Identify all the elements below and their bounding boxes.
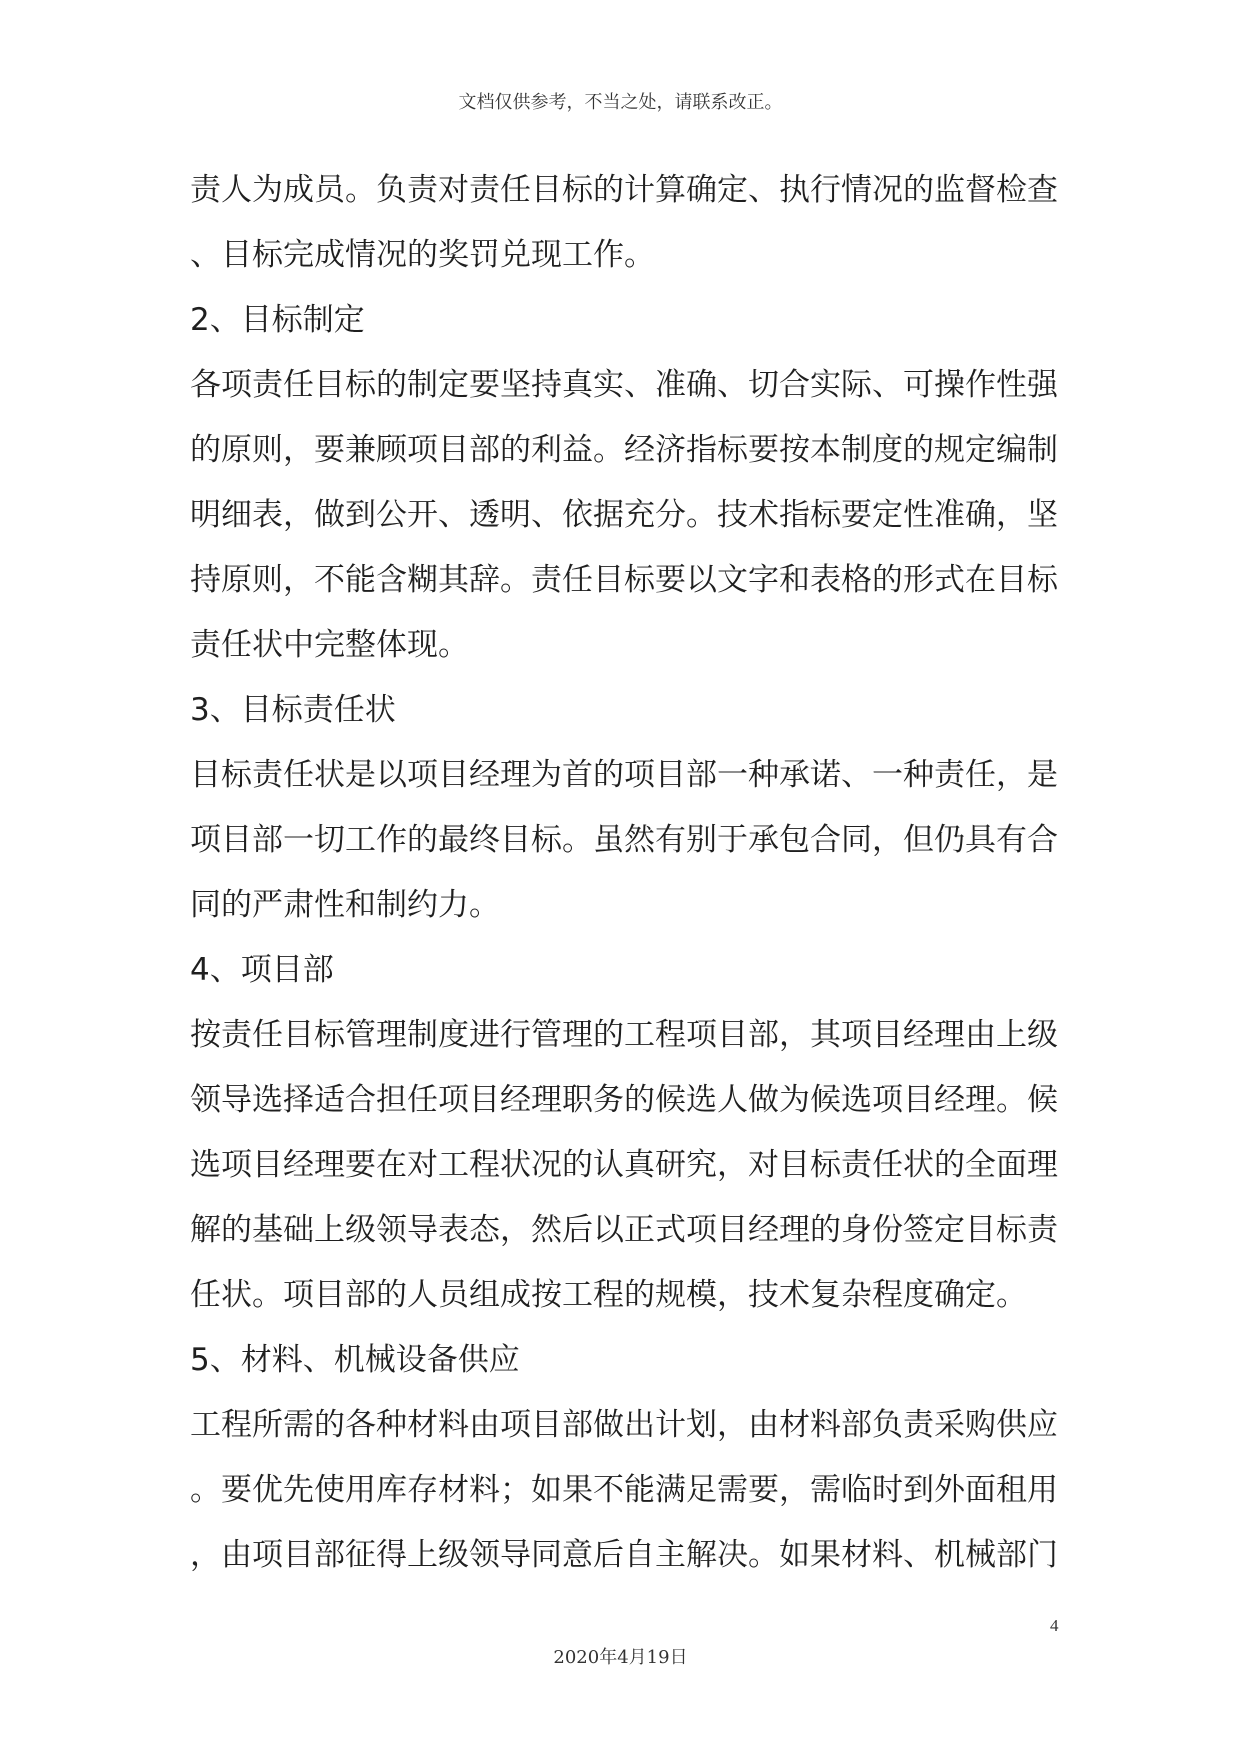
body-line-22: ，由项目部征得上级领导同意后自主解决。如果材料、机械部门 bbox=[190, 1537, 1058, 1573]
body-line-20: 工程所需的各种材料由项目部做出计划，由材料部负责采购供应 bbox=[190, 1407, 1058, 1443]
body-line-12: 同的严肃性和制约力。 bbox=[190, 887, 500, 923]
body-line-5: 的原则，要兼顾项目部的利益。经济指标要按本制度的规定编制 bbox=[190, 432, 1058, 468]
body-line-4: 各项责任目标的制定要坚持真实、准确、切合实际、可操作性强 bbox=[190, 367, 1058, 403]
body-line-14: 按责任目标管理制度进行管理的工程项目部，其项目经理由上级 bbox=[190, 1017, 1058, 1053]
section-heading-2: 2、目标制定 bbox=[190, 302, 365, 338]
page-header: 文档仅供参考，不当之处，请联系改正。 bbox=[458, 92, 783, 113]
body-line-1: 责人为成员。负责对责任目标的计算确定、执行情况的监督检查 bbox=[190, 172, 1058, 208]
section-heading-4: 4、项目部 bbox=[190, 952, 334, 988]
body-line-11: 项目部一切工作的最终目标。虽然有别于承包合同，但仍具有合 bbox=[190, 822, 1058, 858]
page-footer-date: 2020年4月19日 bbox=[553, 1647, 688, 1668]
body-line-16: 选项目经理要在对工程状况的认真研究，对目标责任状的全面理 bbox=[190, 1147, 1058, 1183]
page-number: 4 bbox=[1050, 1616, 1059, 1635]
body-line-10: 目标责任状是以项目经理为首的项目部一种承诺、一种责任，是 bbox=[190, 757, 1058, 793]
body-line-21: 。要优先使用库存材料；如果不能满足需要，需临时到外面租用 bbox=[190, 1472, 1058, 1508]
section-heading-3: 3、目标责任状 bbox=[190, 692, 396, 728]
section-heading-5: 5、材料、机械设备供应 bbox=[190, 1342, 520, 1378]
body-line-18: 任状。项目部的人员组成按工程的规模，技术复杂程度确定。 bbox=[190, 1277, 1027, 1313]
body-line-17: 解的基础上级领导表态，然后以正式项目经理的身份签定目标责 bbox=[190, 1212, 1058, 1248]
body-line-15: 领导选择适合担任项目经理职务的候选人做为候选项目经理。候 bbox=[190, 1082, 1058, 1118]
document-body bbox=[190, 158, 1058, 1588]
body-line-2: 、目标完成情况的奖罚兑现工作。 bbox=[190, 237, 655, 273]
body-line-6: 明细表，做到公开、透明、依据充分。技术指标要定性准确，坚 bbox=[190, 497, 1058, 533]
body-line-7: 持原则，不能含糊其辞。责任目标要以文字和表格的形式在目标 bbox=[190, 562, 1058, 598]
body-line-8: 责任状中完整体现。 bbox=[190, 627, 469, 663]
